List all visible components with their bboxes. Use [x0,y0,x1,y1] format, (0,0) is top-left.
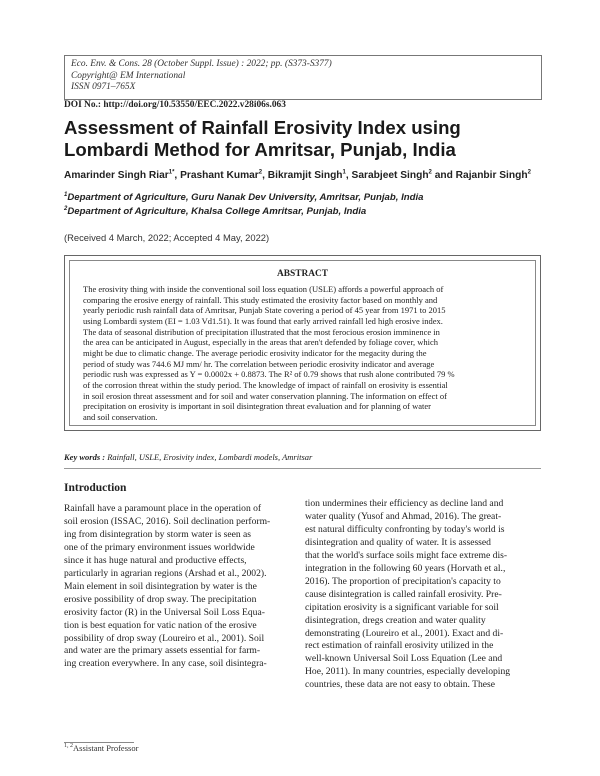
affiliation-text: Department of Agriculture, Guru Nanak Dev University, Amritsar, Punjab, India [67,192,424,203]
abstract-box [64,255,541,431]
body-text-line: particularly in agrarian regions (Arshad et al., 2002). [64,567,267,579]
body-text-line: cipitation erosivity is a significant variable for soil [305,601,499,613]
body-text-line: integration in the following 60 years (Horvath et al., [305,562,506,574]
journal-citation-box [64,55,542,100]
paper-title-line: Lombardi Method for Amritsar, Punjab, India [64,139,456,160]
doi-link[interactable]: DOI No.: http://doi.org/10.53550/EEC.2022.v28i06s.063 [64,100,286,110]
section-heading-introduction: Introduction [64,482,127,494]
body-text-line: Rainfall have a paramount place in the operation of [64,503,262,514]
body-text-line: countries, these data are not easy to obtain. These [305,679,496,691]
body-text-line: disintegration, dregs creation and water quality [305,614,486,626]
abstract-inner-frame [69,260,536,426]
author-name: Prashant Kumar [180,170,259,181]
body-text-line: demonstrating (Loureiro et al., 2001). Exact and di- [305,627,504,639]
body-text-line: ing from disintegration by storm water is seen as [64,528,252,540]
body-text-line: 2016). The proportion of precipitation's capacity to [305,575,501,587]
affiliation-marker: 1 [64,191,68,198]
abstract-line: might be due to climatic change. The average periodic erosivity indicator for the megacity during the [83,347,427,358]
author-affiliation-marker: 2 [527,169,531,176]
body-text-line: one of the primary environment issues worldwide [64,541,255,553]
received-dates: (Received 4 March, 2022; Accepted 4 May, 2022) [64,232,270,243]
body-text-line: possibility of drop sway (Loureiro et al., 2001). Soil [64,632,265,644]
abstract-heading: ABSTRACT [276,269,329,279]
abstract-text [83,284,523,423]
body-text-line: tion is best equation for vatic nation of the erosive [64,619,257,631]
footnote [64,743,138,753]
keywords-text: Rainfall, USLE, Erosivity index, Lombardi models, Amritsar [107,452,313,462]
author-separator: , [345,170,352,181]
abstract-line: using Lombardi system (EI = 1.03 Vd1.51). It was found that early arrived rainfall led high erosive index. [83,315,443,326]
abstract-line: comparing the erosive energy of rainfall. This study estimated the erosivity factor based on monthly and [83,294,438,305]
body-column-right [305,498,541,692]
author-affiliation-marker: 1 [342,169,346,176]
author-affiliation-marker: 2 [258,169,263,176]
affiliation-text: Department of Agriculture, Khalsa College Amritsar, Punjab, India [67,206,367,217]
body-text-line: erosivity factor (R) in the Universal Soil Loss Equa- [64,606,265,618]
footnote-text: Assistant Professor [73,743,139,753]
abstract-line: periodic rush was expressed as Y = 0.0002x + 0.8873. The R² of 0.79 shows that rush alone contributed 79 % [83,369,455,380]
author-list [64,170,531,181]
author-affiliation-marker: 2 [428,169,432,176]
abstract-line: and soil conservation. [83,411,158,422]
author-affiliation-marker: 1* [168,169,175,176]
journal-issn-line: ISSN 0971–765X [71,82,136,92]
affiliation-1 [64,192,423,203]
affiliation-2 [64,206,366,217]
body-text-line: and water are the primary assets essential for farm- [64,645,261,657]
keywords [64,452,312,462]
author-separator: , [174,170,181,181]
body-text-line: cause disintegration is called rainfall erosivity. Pre- [305,588,502,600]
paper-title-line: Assessment of Rainfall Erosivity Index using [64,117,461,138]
body-text-line: erosive possibility of drop sway. The precipitation [64,593,257,605]
body-column-left [64,503,294,671]
journal-citation-line: Eco. Env. & Cons. 28 (October Suppl. Issue) : 2022; pp. (S373-S377) [71,59,332,69]
body-text-line: that the world's surface soils might face extreme dis- [305,549,508,561]
body-text-line: soil erosion (ISSAC, 2016). Soil declination perform- [64,515,271,527]
author-name: Bikramjit Singh [267,170,343,181]
abstract-line: of the corrosion threat within the study period. The knowledge of impact of rainfall on erosivity is essential [83,379,448,390]
body-text-line: water quality (Yusof and Ahmad, 2016). The great- [305,510,502,522]
body-text-line: ing creation everywhere. In any case, soil disintegra- [64,658,267,670]
journal-copyright-line: Copyright@ EM International [71,70,186,81]
body-text-line: well-known Universal Soil Loss Equation (Lee and [305,653,503,665]
abstract-line: yearly periodic rush rainfall data of Amritsar, Punjab State covering a period of 45 year from 1971 to 2015 [83,305,446,316]
abstract-line: precipitation on erosivity is important in soil disintegration threat evaluation and for planning of water [83,401,431,412]
author-separator: and [431,170,456,181]
abstract-line: The erosivity thing with inside the conventional soil loss equation (USLE) affords a powerful approach of [83,284,444,294]
abstract-line: The data of seasonal distribution of precipitation illustrated that the most ferocious erosion imminence in [83,326,440,337]
body-text-line: disintegration and quality of water. It is assessed [305,536,491,548]
author-name: Rajanbir Singh [455,170,528,181]
section-divider [64,468,541,469]
body-text-line: tion undermines their efficiency as decline land and [305,498,504,509]
abstract-line: the area can be anticipated in August, especially in the areas that aren't defended by foliage cover, which [83,337,438,348]
abstract-line: in soil erosion threat assessment and for soil and water conservation planning. The information on effect of [83,390,447,401]
body-text-line: Main element in soil disintegration by water is the [64,580,257,592]
affiliation-marker: 2 [64,205,68,212]
body-text-line: since it has huge natural and productive effects, [64,554,247,566]
footnote-marker: 1, 2 [64,743,73,750]
body-text-line: est natural difficulty confronting by today's world is [305,523,505,535]
author-name: Sarabjeet Singh [351,170,429,181]
author-name: Amarinder Singh Riar [64,170,169,181]
keywords-label: Key words : [64,452,106,462]
abstract-line: period of study was 744.6 MJ mm/ hr. The correlation between periodic erosivity indicator and average [83,358,435,369]
author-separator: , [262,170,268,181]
paper-title [64,117,544,161]
body-text-line: rect estimation of rainfall erosivity utilized in the [305,640,494,652]
body-text-line: Hoe, 2011). In many countries, especially developing [305,666,511,678]
